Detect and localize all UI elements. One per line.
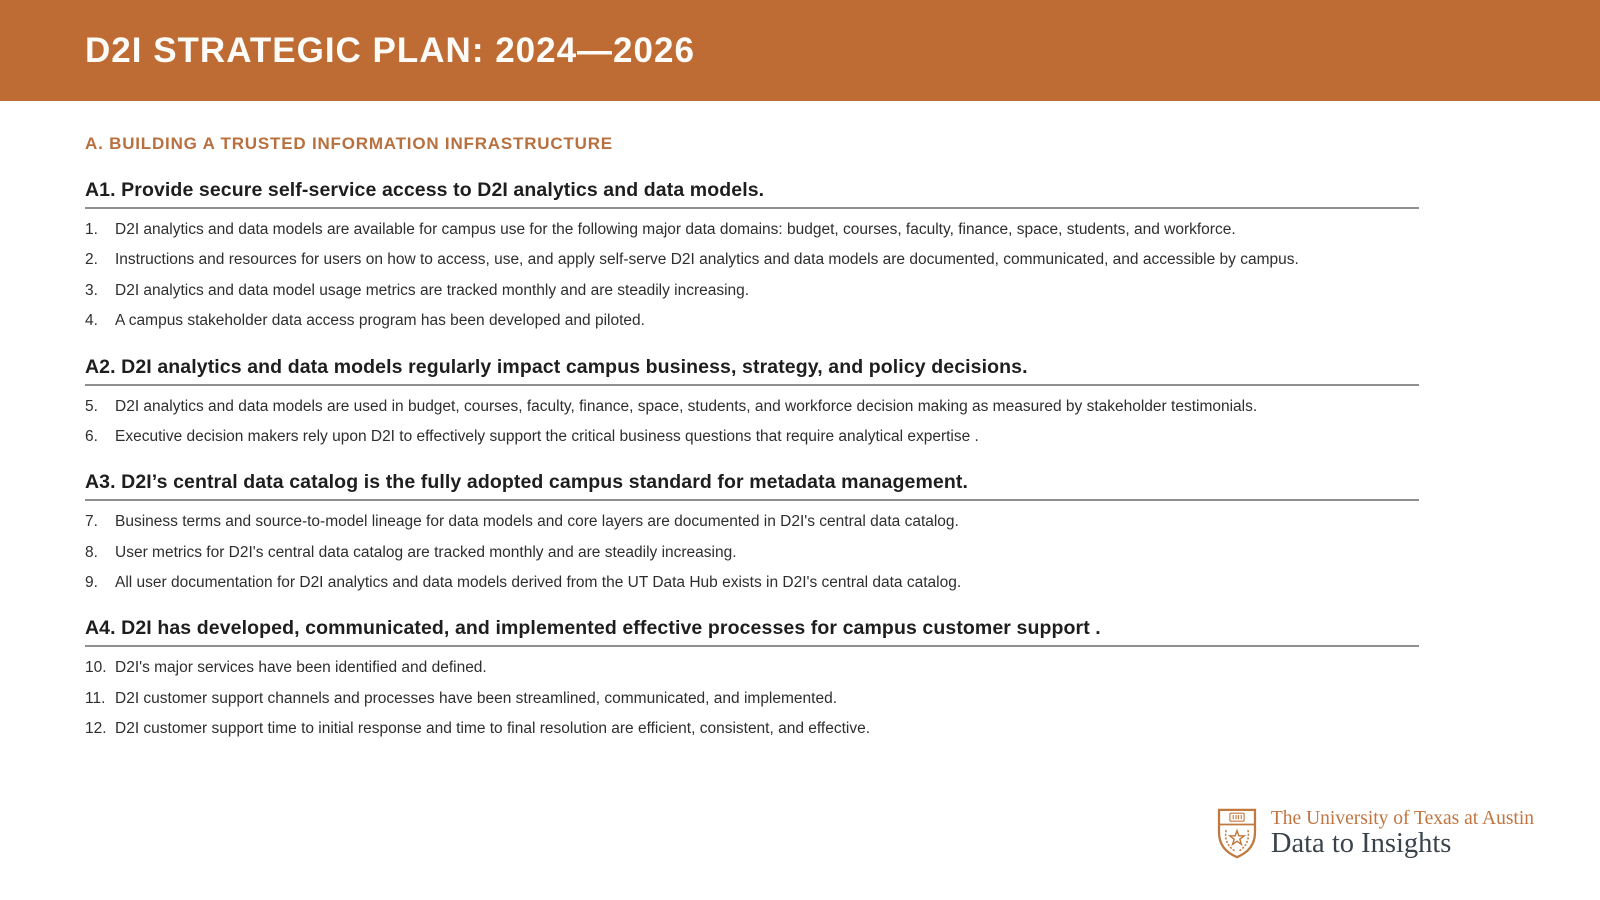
objective-a1-heading: A1. Provide secure self-service access to D2I analytics and data models. [85,179,1419,209]
item-text: Instructions and resources for users on how to access, use, and apply self-serve D2I analytics and data models are documented, communicated, and accessible by campus. [115,251,1299,269]
list-item [85,543,1419,562]
title-banner [0,0,1600,101]
list-item [85,311,1419,330]
item-number: 4. [85,312,98,330]
objective-a1-list [85,220,1419,331]
ut-shield-icon [1216,807,1258,860]
objective-a3-list [85,512,1419,592]
list-item [85,220,1419,239]
objective-a3-heading: A3. D2I’s central data catalog is the fully adopted campus standard for metadata management. [85,471,1419,501]
objective-group-a4 [85,617,1419,738]
objective-group-a3 [85,471,1419,592]
list-item [85,397,1419,416]
item-number: 9. [85,574,98,591]
section-a-heading: A. BUILDING A TRUSTED INFORMATION INFRASTRUCTURE [85,134,613,153]
item-number: 8. [85,543,98,561]
item-number: 3. [85,281,98,299]
item-text: D2I customer support channels and processes have been streamlined, communicated, and implemented. [115,689,838,707]
list-item [85,573,1419,592]
item-number: 10. [85,659,107,677]
objective-group-a2 [85,356,1419,447]
content-area [85,134,1419,739]
objective-a4-heading: A4. D2I has developed, communicated, and implemented effective processes for campus customer support . [85,617,1419,647]
objective-a4-list [85,658,1419,738]
list-item [85,281,1419,300]
objective-a2-heading: A2. D2I analytics and data models regularly impact campus business, strategy, and policy decisions. [85,356,1419,386]
page-title: D2I STRATEGIC PLAN: 2024—2026 [85,30,695,70]
star-glyph [1230,831,1244,845]
list-item [85,427,1419,446]
item-number: 5. [85,397,98,415]
item-number: 12. [85,720,107,738]
item-text: D2I's major services have been identified and defined. [115,659,487,677]
unit-name: Data to Insights [1270,828,1452,860]
item-number: 6. [85,427,98,445]
list-item [85,512,1419,531]
item-text: D2I analytics and data models are used in budget, courses, faculty, finance, space, students, and workforce decision making as measured by stakeholder testimonials. [115,397,1258,415]
item-text: A campus stakeholder data access program has been developed and piloted. [115,312,645,330]
item-number: 2. [85,251,98,269]
item-text: D2I analytics and data model usage metrics are tracked monthly and are steadily increasing. [115,281,750,299]
objective-a2-list [85,397,1419,447]
item-number: 7. [85,513,98,531]
objective-group-a1 [85,179,1419,331]
list-item [85,689,1419,708]
item-text: User metrics for D2I's central data catalog are tracked monthly and are steadily increasing. [115,543,737,561]
item-number: 1. [85,221,98,238]
item-text: All user documentation for D2I analytics and data models derived from the UT Data Hub exists in D2I's central data catalog. [115,574,962,591]
university-name: The University of Texas at Austin [1270,807,1534,829]
item-text: Executive decision makers rely upon D2I to effectively support the critical business questions that require analytical expertise . [115,427,979,445]
list-item [85,658,1419,677]
item-number: 11. [85,689,106,707]
footer-logo [1216,807,1534,860]
list-item [85,250,1419,269]
logo-text [1271,808,1534,859]
list-item [85,719,1419,738]
item-text: Business terms and source-to-model lineage for data models and core layers are documented in D2I's central data catalog. [115,513,959,531]
item-text: D2I analytics and data models are available for campus use for the following major data domains: budget, courses, faculty, finance, space, students, and workforce. [115,221,1236,238]
item-text: D2I customer support time to initial response and time to final resolution are efficient, consistent, and effective. [115,720,871,738]
